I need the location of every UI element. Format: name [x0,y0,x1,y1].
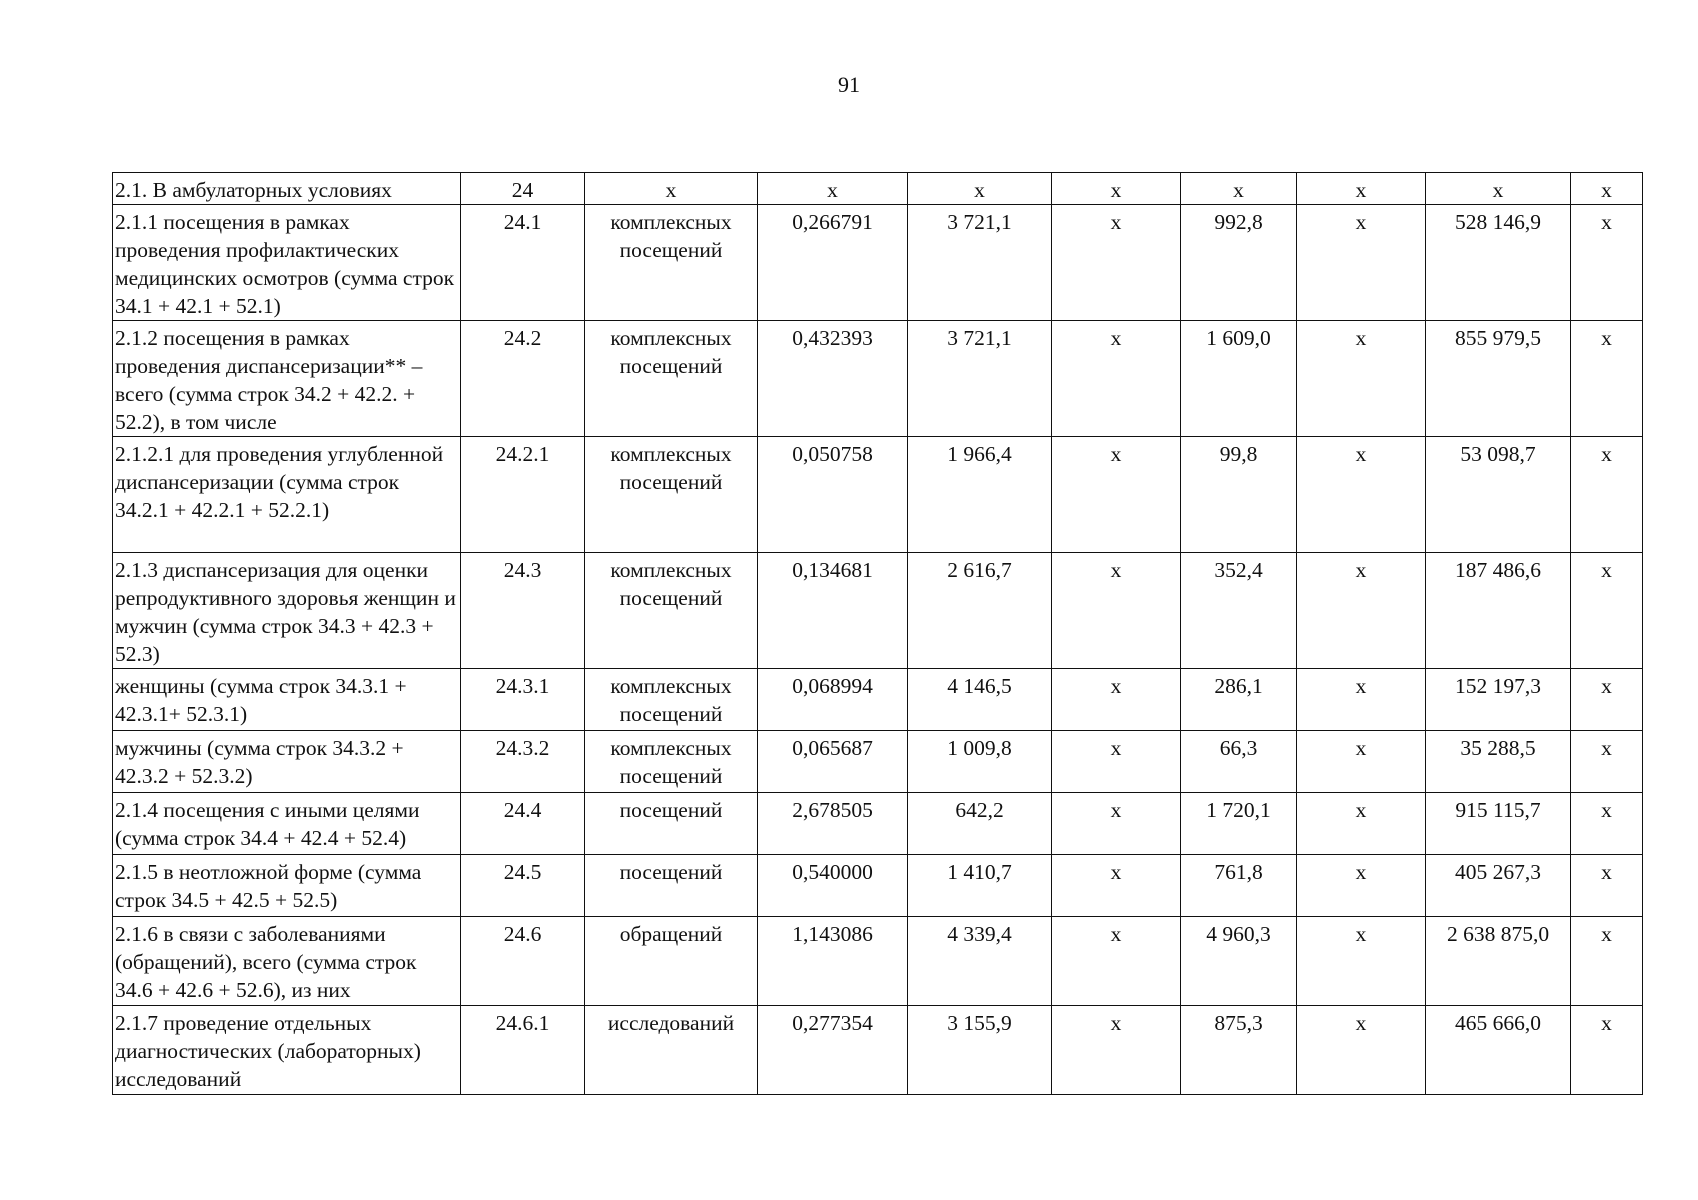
value-cell: 3 721,1 [908,321,1052,437]
value-cell: 0,134681 [758,553,908,669]
value-cell: 286,1 [1181,669,1297,731]
value-cell: х [1052,437,1181,553]
row-name: 2.1.3 диспансеризация для оценки репродуктивного здоровья женщин и мужчин (сумма строк 34.3 + 42.3 + 52.3) [113,553,461,669]
unit-cell: комплексных посещений [585,205,758,321]
value-cell: х [1297,1006,1426,1095]
value-cell: 35 288,5 [1426,731,1571,793]
page-number: 91 [838,72,860,97]
row-name: 2.1.2.1 для проведения углубленной диспансеризации (сумма строк 34.2.1 + 42.2.1 + 52.2.1) [113,437,461,553]
value-cell: х [1571,173,1643,205]
row-name: 2.1.2 посещения в рамках проведения диспансеризации** – всего (сумма строк 34.2 + 42.2. + 52.2), в том числе [113,321,461,437]
value-cell: х [758,173,908,205]
unit-cell: комплексных посещений [585,669,758,731]
value-cell: 152 197,3 [1426,669,1571,731]
value-cell: 1 609,0 [1181,321,1297,437]
unit-cell: посещений [585,793,758,855]
table-row [113,321,1643,437]
line-number: 24.2 [461,321,585,437]
value-cell: 465 666,0 [1426,1006,1571,1095]
value-cell: 1 009,8 [908,731,1052,793]
unit-cell: посещений [585,855,758,917]
table-row [113,793,1643,855]
value-cell: х [1571,669,1643,731]
value-cell: 992,8 [1181,205,1297,321]
value-cell: х [1571,437,1643,553]
value-cell: 0,266791 [758,205,908,321]
value-cell: 855 979,5 [1426,321,1571,437]
value-cell: х [1571,1006,1643,1095]
value-cell: х [1052,173,1181,205]
unit-cell: исследований [585,1006,758,1095]
value-cell: 1,143086 [758,917,908,1006]
line-number: 24.2.1 [461,437,585,553]
unit-cell: обращений [585,917,758,1006]
value-cell: 642,2 [908,793,1052,855]
value-cell: 53 098,7 [1426,437,1571,553]
row-name: 2.1.1 посещения в рамках проведения профилактических медицинских осмотров (сумма строк 34.1 + 42.1 + 52.1) [113,205,461,321]
table-row [113,731,1643,793]
value-cell: х [1297,793,1426,855]
value-cell: 1 720,1 [1181,793,1297,855]
value-cell: х [1571,793,1643,855]
value-cell: х [1297,917,1426,1006]
table-row [113,437,1643,553]
row-name: 2.1.7 проведение отдельных диагностических (лабораторных) исследований [113,1006,461,1095]
value-cell: 99,8 [1181,437,1297,553]
value-cell: х [1297,437,1426,553]
value-cell: х [1297,731,1426,793]
financing-table [112,172,1643,1095]
line-number: 24.6 [461,917,585,1006]
line-number: 24.4 [461,793,585,855]
row-name: 2.1.5 в неотложной форме (сумма строк 34.5 + 42.5 + 52.5) [113,855,461,917]
value-cell: х [1297,321,1426,437]
value-cell: 3 721,1 [908,205,1052,321]
value-cell: х [1297,173,1426,205]
value-cell: 0,432393 [758,321,908,437]
value-cell: 4 960,3 [1181,917,1297,1006]
value-cell: х [1297,553,1426,669]
value-cell: 66,3 [1181,731,1297,793]
value-cell: 0,065687 [758,731,908,793]
table-row [113,1006,1643,1095]
value-cell: х [1297,205,1426,321]
value-cell: х [1571,321,1643,437]
unit-cell: х [585,173,758,205]
line-number: 24.1 [461,205,585,321]
value-cell: 4 146,5 [908,669,1052,731]
line-number: 24.3.2 [461,731,585,793]
table-row [113,553,1643,669]
value-cell: х [1571,917,1643,1006]
value-cell: 405 267,3 [1426,855,1571,917]
value-cell: 1 966,4 [908,437,1052,553]
row-name: 2.1. В амбулаторных условиях [113,173,461,205]
value-cell: 915 115,7 [1426,793,1571,855]
unit-cell: комплексных посещений [585,553,758,669]
value-cell: х [1052,1006,1181,1095]
table-row [113,173,1643,205]
row-name: женщины (сумма строк 34.3.1 + 42.3.1+ 52.3.1) [113,669,461,731]
value-cell: 4 339,4 [908,917,1052,1006]
row-name: 2.1.6 в связи с заболеваниями (обращений), всего (сумма строк 34.6 + 42.6 + 52.6), из них [113,917,461,1006]
value-cell: х [1297,669,1426,731]
line-number: 24.3.1 [461,669,585,731]
value-cell: х [1571,553,1643,669]
value-cell: х [1052,669,1181,731]
unit-cell: комплексных посещений [585,437,758,553]
value-cell: 352,4 [1181,553,1297,669]
value-cell: 3 155,9 [908,1006,1052,1095]
value-cell: 1 410,7 [908,855,1052,917]
value-cell: х [908,173,1052,205]
value-cell: х [1052,205,1181,321]
value-cell: х [1297,855,1426,917]
value-cell: 0,050758 [758,437,908,553]
value-cell: 2,678505 [758,793,908,855]
value-cell: х [1181,173,1297,205]
value-cell: 2 616,7 [908,553,1052,669]
value-cell: х [1052,553,1181,669]
table-row [113,205,1643,321]
value-cell: 0,068994 [758,669,908,731]
value-cell: х [1571,731,1643,793]
value-cell: 0,277354 [758,1006,908,1095]
value-cell: х [1052,731,1181,793]
table-row [113,669,1643,731]
line-number: 24 [461,173,585,205]
value-cell: 761,8 [1181,855,1297,917]
table-row [113,917,1643,1006]
table-row [113,855,1643,917]
line-number: 24.3 [461,553,585,669]
row-name: 2.1.4 посещения с иными целями (сумма строк 34.4 + 42.4 + 52.4) [113,793,461,855]
value-cell: х [1052,855,1181,917]
value-cell: 0,540000 [758,855,908,917]
value-cell: 2 638 875,0 [1426,917,1571,1006]
value-cell: х [1571,855,1643,917]
value-cell: 187 486,6 [1426,553,1571,669]
line-number: 24.6.1 [461,1006,585,1095]
value-cell: х [1052,793,1181,855]
value-cell: 528 146,9 [1426,205,1571,321]
value-cell: х [1052,917,1181,1006]
line-number: 24.5 [461,855,585,917]
row-name: мужчины (сумма строк 34.3.2 + 42.3.2 + 52.3.2) [113,731,461,793]
value-cell: х [1052,321,1181,437]
unit-cell: комплексных посещений [585,321,758,437]
value-cell: х [1571,205,1643,321]
value-cell: 875,3 [1181,1006,1297,1095]
unit-cell: комплексных посещений [585,731,758,793]
value-cell: х [1426,173,1571,205]
